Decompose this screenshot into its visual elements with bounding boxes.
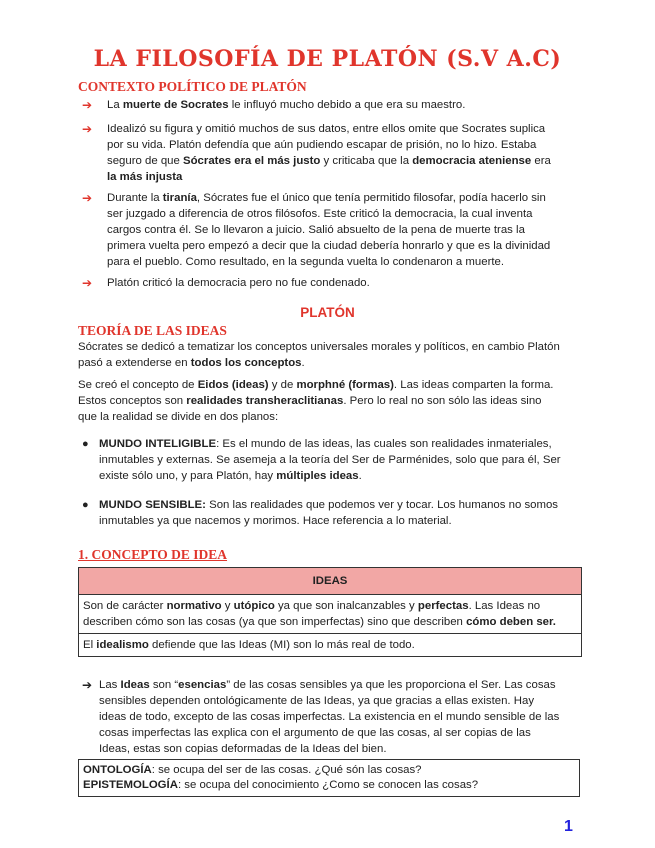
mundo-inteligible-item: MUNDO INTELIGIBLE: Es el mundo de las ideas, las cuales son realidades inmateriales, inmutables y externas. Se asemeja a la teoría del Ser de Parménides, solo que para él, Ser existe sólo uno, y para Platón, hay múltiples ideas. bbox=[99, 438, 561, 482]
bullet-dot-icon: ● bbox=[82, 438, 89, 450]
mundo-sensible-item: MUNDO SENSIBLE: Son las realidades que podemos ver y tocar. Los humanos no somos inmutables ya que nacemos y morimos. Hace referencia a lo material. bbox=[99, 499, 559, 527]
arrow-right-icon: ➔ bbox=[82, 276, 93, 290]
page-title: LA FILOSOFÍA DE PLATÓN (S.V A.C) bbox=[93, 46, 562, 72]
contexto-bullet-2: Idealizó su figura y omitió muchos de sus datos, entre ellos omite que Socrates suplica por su vida. Platón defendía que aún pudiendo escapar de prisión, no lo hizo. Estaba seguro de que Sócrates era el más justo y criticaba que la democracia ateniense era la más injusta bbox=[107, 123, 551, 183]
arrow-right-icon: ➔ bbox=[82, 678, 93, 692]
section-heading-teoria: TEORÍA DE LAS IDEAS bbox=[78, 323, 227, 338]
contexto-bullet-1: La muerte de Socrates le influyó mucho debido a que era su maestro. bbox=[107, 99, 466, 111]
teoria-paragraph-2: Se creó el concepto de Eidos (ideas) y de morphné (formas). Las ideas comparten la forma. Estos conceptos son realidades transheraclitianas. Pero lo real no son sólo las ideas sino que la realidad se divide en dos planos: bbox=[78, 379, 554, 423]
ideas-table-header: IDEAS bbox=[79, 568, 581, 595]
section-heading-concepto: 1. CONCEPTO DE IDEA bbox=[78, 547, 228, 562]
ideas-esencias-item: Las Ideas son “esencias” de las cosas sensibles ya que les proporciona el Ser. Las cosas sensibles dependen ontológicamente de las Ideas, ya que gracias a ellas existen. Hay ideas de todo, excepto de las cosas imperfectas. La existencia en el mundo sensible de las cosas imperfectas las explica con el argumento de que las cosas, al ser copias de las Ideas, estas son copias deformadas de la Ideas del bien. bbox=[99, 679, 560, 755]
section-heading-contexto: CONTEXTO POLÍTICO DE PLATÓN bbox=[78, 79, 307, 94]
arrow-right-icon: ➔ bbox=[82, 122, 93, 136]
page-number: 1 bbox=[564, 818, 573, 835]
contexto-bullet-4: Platón criticó la democracia pero no fue condenado. bbox=[107, 277, 370, 289]
arrow-right-icon: ➔ bbox=[82, 191, 93, 205]
teoria-paragraph-1: Sócrates se dedicó a tematizar los conceptos universales morales y políticos, en cambio Platón pasó a extenderse en todos los conceptos. bbox=[78, 341, 560, 369]
ideas-table bbox=[78, 567, 582, 657]
table-row: Son de carácter normativo y utópico ya que son inalcanzables y perfectas. Las Ideas no describen cómo son las cosas (ya que son imperfectas) sino que describen cómo deben ser. bbox=[79, 595, 581, 634]
contexto-bullet-3: Durante la tiranía, Sócrates fue el único que tenía permitido filosofar, podía hacerlo sin ser juzgado a diferencia de otros filósofos. Este criticó la democracia, la cual inventa cargos contra él. Se lo llevaron a juicio. Salió absuelto de la pena de muerte tras la primera vuelta pero empezó a decir que la ciudad debería honrarlo y que es la divinidad para el pueblo. Como resultado, en la segunda vuelta lo condenaron a muerte. bbox=[107, 192, 551, 268]
bullet-dot-icon: ● bbox=[82, 499, 89, 511]
table-row: El idealismo defiende que las Ideas (MI) son lo más real de todo. bbox=[83, 639, 415, 651]
section-heading-platon: PLATÓN bbox=[300, 305, 355, 320]
definitions-box: ONTOLOGÍA: se ocupa del ser de las cosas. ¿Qué són las cosas? EPISTEMOLOGÍA: se ocupa del conocimiento ¿Como se conocen las cosas? bbox=[78, 759, 580, 797]
arrow-right-icon: ➔ bbox=[82, 98, 93, 112]
